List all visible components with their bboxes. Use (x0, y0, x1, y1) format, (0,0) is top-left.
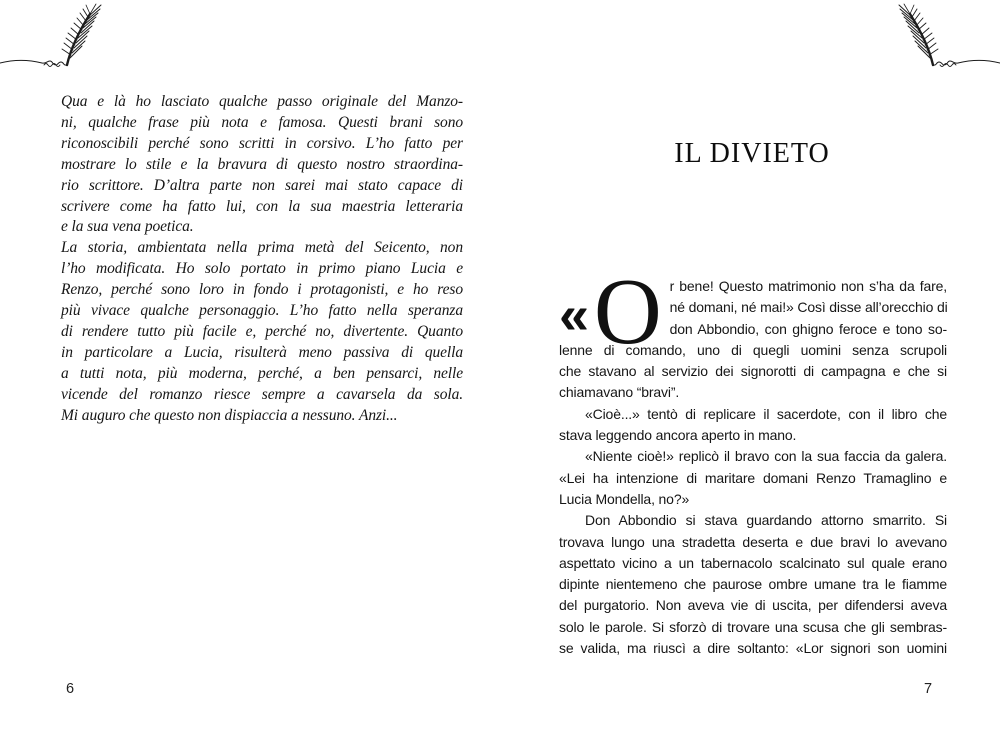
paragraph: Qua e là ho lasciato qualche passo originale del Manzo- ni, qualche frase più nota e famosa. Questi brani sono riconoscibili perché sono scritti in corsivo. L’ho fatto per mostrare lo stile e la bravura di questo nostro straordina- rio scrittore. D’altra parte non sarei mai stato capace di scrivere come ha fatto lui, con la sua maestria letteraria e la sua vena poetica. (61, 93, 463, 236)
quill-pen-icon (0, 2, 200, 82)
right-page-text (559, 260, 948, 659)
left-page-text (61, 92, 463, 427)
drop-cap (559, 260, 662, 364)
paragraph: «Niente cioè!» replicò il bravo con la sua faccia da galera. «Lei ha intenzione di maritare domani Renzo Tramaglino e Lucia Mondella, no?» (559, 448, 947, 507)
page-number: 7 (924, 681, 933, 697)
quill-pen-icon (800, 2, 1000, 82)
drop-cap-letter: O (593, 260, 662, 364)
paragraph: La storia, ambientata nella prima metà del Seicento, non l’ho modificata. Ho solo portato in primo piano Lucia e Renzo, perché sono loro in fondo i protagonisti, e ho reso più vivace qualche personaggio. L’ho fatto nella speranza di rendere tutto più facile e, perché no, divertente. Quanto in particolare a Lucia, risulterà meno passiva di quella a tutti nota, più moderna, perché, a ben pensarci, nelle vicende del romanzo riesce sempre a cavarsela da sola. Mi auguro che questo non dispiaccia a nessuno. Anzi... (61, 239, 463, 424)
paragraph (559, 260, 948, 404)
open-guillemet: « (559, 284, 589, 345)
page-number: 6 (66, 681, 75, 697)
paragraph: Don Abbondio si stava guardando attorno smarrito. Si trovava lungo una stradetta deserta e due bravi lo avevano aspettato vicino a un tabernacolo scalcinato sul quale erano dipinte nientemeno che paurose ombre umane tra le fiamme del purgatorio. Non aveva vie di uscita, per difendersi aveva solo le parole. Si sforzò di trovare una scusa che gli sembras- se valida, ma riuscì a dire soltanto: «Lor signori son uomini (559, 512, 947, 657)
chapter-title: IL DIVIETO (674, 138, 830, 169)
paragraph-lines: r bene! Questo matrimonio non s’ha da fare, né domani, né mai!» Così disse all’orecchio di don Abbondio, con ghigno feroce e tono so- lenne di comando, uno di quegli uomini senza scrupoli che stavano al servizio dei signorotti di campagna e che si chiamavano “bravi”. (559, 278, 948, 401)
paragraph: «Cioè...» tentò di replicare il sacerdote, con il libro che stava leggendo ancora aperto in mano. (559, 405, 947, 444)
